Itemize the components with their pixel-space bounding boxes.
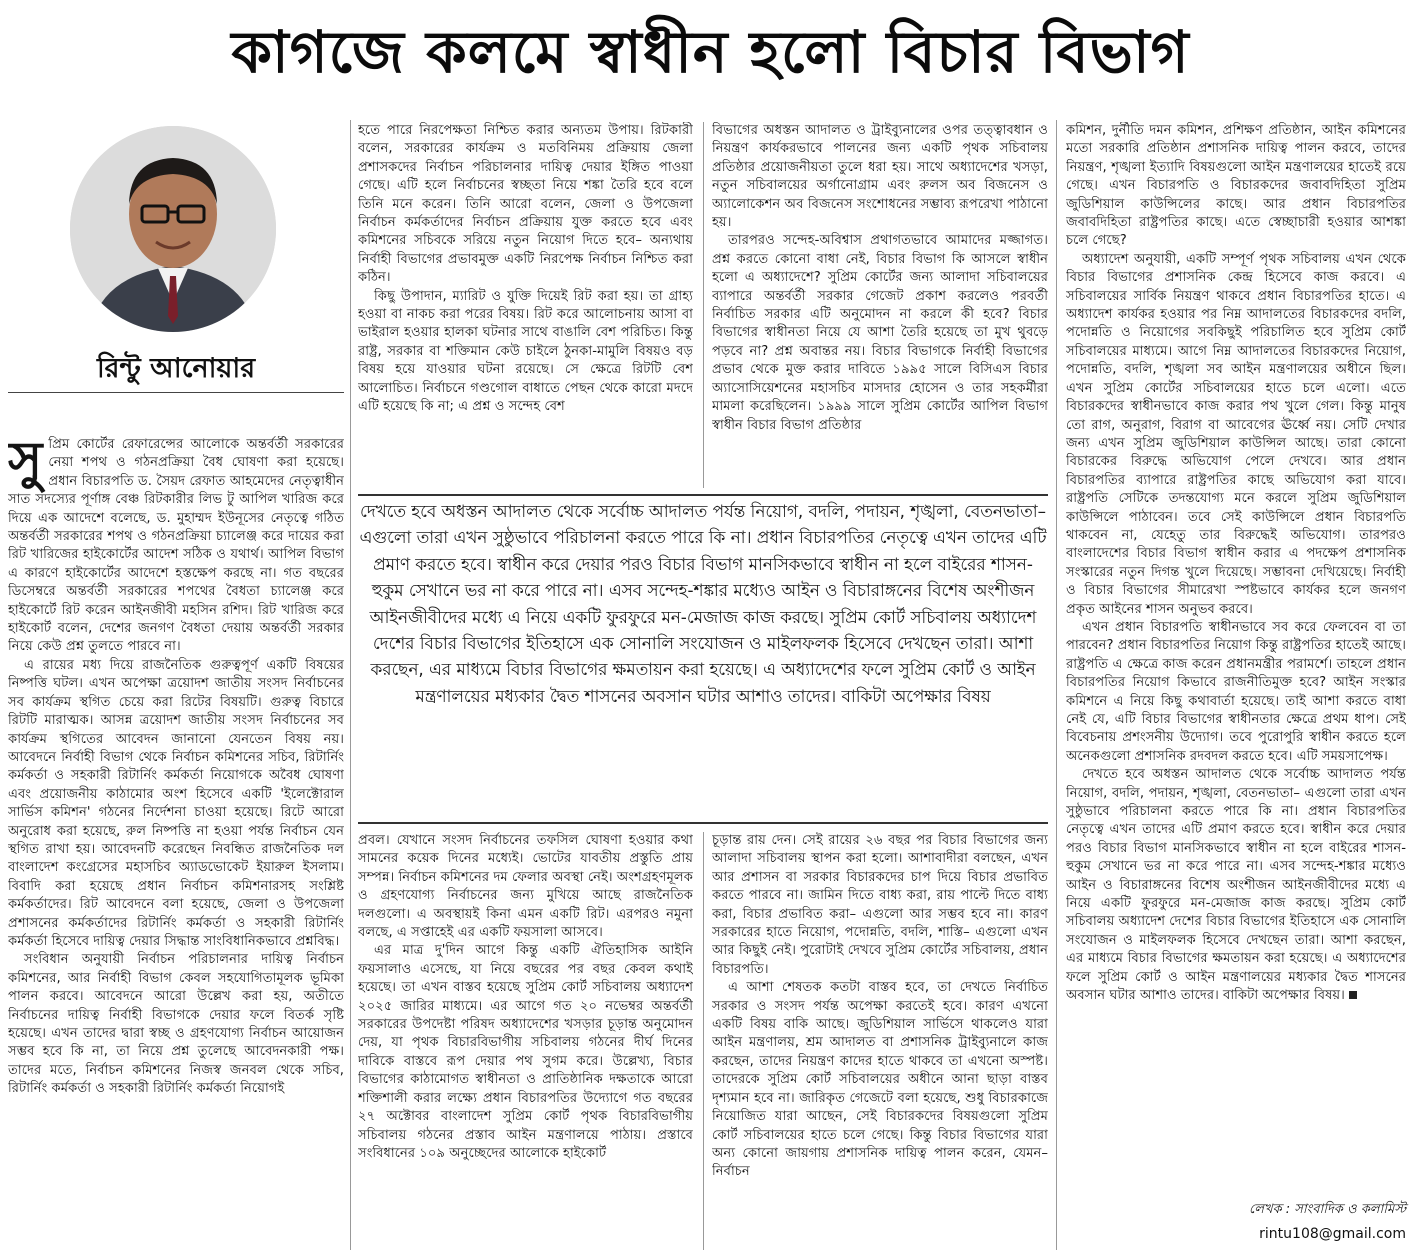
column-4 xyxy=(1066,122,1406,1196)
col2-bottom-paragraph-2: এর মাত্র দু'দিন আগে কিন্তু একটি ঐতিহাসিক আইনি ফয়সালাও এসেছে, যা নিয়ে বছরের পর বছর কেবল কথাই হয়েছে। তা এখন বাস্তব হয়েছে সুপ্রিম কোর্ট সচিবালয় অধ্যাদেশ ২০২৫ জারির মাধ্যমে। এর আগে গত ২০ নভেম্বর অন্তর্বর্তী সরকারের উপদেষ্টা পরিষদ অধ্যাদেশের খসড়ার চূড়ান্ত অনুমোদন দেয়, যা পৃথক বিচারবিভাগীয় সচিবালয় গঠনের দীর্ঘ দিনের দাবিকে বাস্তবে রূপ দেয়ার পথ সুগম করে। উল্লেখ্য, বিচার বিভাগের কাঠামোগত স্বাধীনতা ও প্রাতিষ্ঠানিক দক্ষতাকে আরো শক্তিশালী করার লক্ষ্যে প্রধান বিচারপতির উদ্যোগে গত বছরের ২৭ অক্টোবর বাংলাদেশ সুপ্রিম কোর্ট পৃথক বিচারবিভাগীয় সচিবালয় গঠনের প্রস্তাব আইন মন্ত্রণালয়ে পাঠায়। প্রস্তাবে সংবিধানের ১০৯ অনুচ্ছেদের আলোকে হাইকোর্ট xyxy=(358,943,693,1161)
col4-paragraph-3: এখন প্রধান বিচারপতি স্বাধীনভাবে সব করে ফেলবেন বা তা পারবেন? প্রধান বিচারপতির নিয়োগ কিন্তু রাষ্ট্রপতির হাতেই আছে। রাষ্ট্রপতি এ ক্ষেত্রে কাজ করেন প্রধানমন্ত্রীর পরামর্শে। তাহলে প্রধান বিচারপতির নিয়োগ কিভাবে রাজনীতিমুক্ত হবে? আইন সংস্কার কমিশনে এ নিয়ে কিছু কথাবার্তা হয়েছে। তাই আশা করতে বাধা নেই যে, এটি বিচার বিভাগের স্বাধীনতার ক্ষেত্রে প্রথম ধাপ। সেই বিবেচনায় প্রশংসনীয় উদ্যোগ। তবে পুরোপুরি স্বাধীন করতে হলে অনেকগুলো প্রশাসনিক রদবদল করতে হবে। এটি সময়সাপেক্ষ। xyxy=(1066,619,1406,764)
column-2-bottom xyxy=(358,832,693,1252)
dropcap: সু xyxy=(8,436,43,491)
author-name: রিন্টু আনোয়ার xyxy=(96,353,256,384)
pullquote-bottom-rule xyxy=(358,822,1048,824)
end-mark-icon xyxy=(1349,991,1357,999)
col2-top-paragraph-1: হতে পারে নিরপেক্ষতা নিশ্চিত করার অন্যতম উপায়। রিটকারী বলেন, সরকারের কার্যক্রম ও মতবিনিময় প্রক্রিয়ায় জেলা প্রশাসকদের নির্বাচন পরিচালনার দায়িত্ব দেয়ার ইঙ্গিত পাওয়া গেছে। এটি হলে নির্বাচনের স্বচ্ছতা নিয়ে শঙ্কা তৈরি হবে বলে তিনি মনে করেন। তিনি আরো বলেন, জেলা ও উপজেলা নির্বাচন কর্মকর্তাদের নির্বাচন প্রক্রিয়ায় যুক্ত করতে হবে এবং কমিশনের সচিবকে সরিয়ে নতুন নিয়োগ দিতে হবে– অন্যথায় নির্বাহী বিভাগের প্রভাবমুক্ত একটি নিরপেক্ষ নির্বাচন নিশ্চিত করা কঠিন। xyxy=(358,123,693,286)
col1-paragraph-3: সংবিধান অনুযায়ী নির্বাচন পরিচালনার দায়িত্ব নির্বাচন কমিশনের, আর নির্বাহী বিভাগ কেবল সহযোগিতামূলক ভূমিকা পালন করবে। আবেদনে আরো উল্লেখ করা হয়, অতীতে নির্বাচনের দায়িত্ব নির্বাহী বিভাগকে দেয়ার ফলে বিতর্ক সৃষ্টি হয়েছে। এখন তাদের দ্বারা স্বচ্ছ ও গ্রহণযোগ্য নির্বাচন আয়োজন সম্ভব হবে কি না, তা নিয়ে প্রশ্ন তুলেছে আবেদনকারী পক্ষ। তাদের মতে, নির্বাচন কমিশনের নিজস্ব জনবল থেকে সচিব, রিটার্নিং কর্মকর্তা ও সহকারী রিটার্নিং কর্মকর্তা নিয়োগই xyxy=(8,952,344,1097)
column-divider-2-top xyxy=(703,122,704,488)
column-3-top xyxy=(712,122,1048,490)
column-divider-3 xyxy=(1056,120,1057,1250)
col4-paragraph-1: কমিশন, দুর্নীতি দমন কমিশন, প্রশিক্ষণ প্রতিষ্ঠান, আইন কমিশনের মতো সরকারি প্রতিষ্ঠান প্রশাসনিক দায়িত্ব পালন করবে, তাদের নিয়ন্ত্রণ, শৃঙ্খলা ইত্যাদি বিষয়গুলো আইন মন্ত্রণালয়ের হাতেই রয়ে গেছে। এখন বিচারপতি ও বিচারকদের জবাবদিহিতা সুপ্রিম জুডিশিয়াল কাউন্সিলের কাছে। আর প্রধান বিচারপতির জবাবদিহিতা রাষ্ট্রপতির কাছে। এতে স্বেচ্ছাচারী হওয়ার আশঙ্কা চলে গেছে? xyxy=(1066,123,1406,249)
col2-top-paragraph-2: কিছু উপাদান, ম্যারিট ও যুক্তি দিয়েই রিট করা হয়। তা গ্রাহ্য হওয়া বা নাকচ করা পরের বিষয়। রিট করে আলোচনায় আসা বা ভাইরাল হওয়ার হালকা ঘটনার সাথে বাঙালি বেশ পরিচিত। কিন্তু রাষ্ট্র, সরকার বা শক্তিমান কেউ চাইলে ঠুনকা-মামুলি বিষয়ও বড় বিষয় হয়ে যাওয়ার ঘটনা রয়েছে। সে ক্ষেত্রে রিটটি বেশ আলোচিত। নির্বাচনে গণ্ডগোল বাধাতে পেছন থেকে কারো মদদে এটি হয়েছে কি না; এ প্রশ্ন ও সন্দেহ বেশ xyxy=(358,288,693,415)
author-email[interactable]: rintu108@gmail.com xyxy=(1259,1226,1406,1242)
column-3-bottom xyxy=(712,832,1048,1252)
col1-paragraph-2: এ রায়ের মধ্য দিয়ে রাজনৈতিক গুরুত্বপূর্ণ একটি বিষয়ের নিষ্পত্তি ঘটল। এখন অপেক্ষা ত্রয়োদশ জাতীয় সংসদ নির্বাচনের সব কার্যক্রম স্থগিত চেয়ে করা রিটের বিষয়টি। গুরুত্ব বিচারে রিটটি মারাত্মক। আসন্ন ত্রয়োদশ জাতীয় সংসদ নির্বাচনের সব কার্যক্রম স্থগিতের আবেদন জানানো যেনতেন বিষয় নয়। আবেদনে নির্বাহী বিভাগ থেকে নির্বাচন কমিশনের সচিব, রিটার্নিং কর্মকর্তা ও সহকারী রিটার্নিং কর্মকর্তা নিয়োগকে অবৈধ ঘোষণা এবং প্রয়োজনীয় কাঠামোর অংশ হিসেবে একটি 'ইলেক্টোরাল সার্ভিস কমিশন' গঠনের নির্দেশনা চাওয়া হয়েছে। রিটে আরো অনুরোধ করা হয়েছে, রুল নিষ্পত্তি না হওয়া পর্যন্ত নির্বাচন যেন স্থগিত রাখা হয়। আবেদনটি করেছেন নিবন্ধিত রাজনৈতিক দল বাংলাদেশ কংগ্রেসের মহাসচিব অ্যাডভোকেট ইয়ারুল ইসলাম। বিবাদি করা হয়েছে প্রধান নির্বাচন কমিশনারসহ সংশ্লিষ্ট কর্মকর্তাদের। রিট আবেদনে বলা হয়েছে, জেলা ও উপজেলা প্রশাসনের কর্মকর্তাদের রিটার্নিং কর্মকর্তা ও সহকারী রিটার্নিং কর্মকর্তা হিসেবে দায়িত্ব দেয়ার সিদ্ধান্ত সাংবিধানিকভাবে প্রশ্নবিদ্ধ। xyxy=(8,657,344,949)
col3-bottom-paragraph-2: এ আশা শেষতক কতটা বাস্তব হবে, তা দেখতে নির্বাচিত সরকার ও সংসদ পর্যন্ত অপেক্ষা করতেই হবে। কারণ এখনো একটি বিষয় বাকি আছে। জুডিশিয়াল সার্ভিসে থাকলেও যারা আইন মন্ত্রণালয়, শ্রম আদালত বা প্রশাসনিক ট্রাইব্যুনালে কাজ করছেন, তাদের নিয়ন্ত্রণ কাদের হাতে থাকবে তা এখনো অস্পষ্ট। তাদেরকে সুপ্রিম কোর্ট সচিবালয়ের অধীনে আনা ছাড়া বাস্তব দৃশ্যমান হবে না। জারিকৃত গেজেটে বলা হয়েছে, শুধু বিচারকাজে নিয়োজিত যারা আছেন, সেই বিচারকদের বিষয়গুলো সুপ্রিম কোর্ট সচিবালয়ের হাতে চলে গেছে। কিন্তু বিচার বিভাগের যারা অন্য কোনো জায়গায় প্রশাসনিক দায়িত্ব পালন করেন, যেমন– নির্বাচন xyxy=(712,980,1048,1180)
pullquote: দেখতে হবে অধস্তন আদালত থেকে সর্বোচ্চ আদালত পর্যন্ত নিয়োগ, বদলি, পদায়ন, শৃঙ্খলা, বেতনভাতা– এগুলো তারা এখন সুষ্ঠুভাবে পরিচালনা করতে পারে কি না। প্রধান বিচারপতির নেতৃত্বে এখন তাদের এটি প্রমাণ করতে হবে। স্বাধীন করে দেয়ার পরও বিচার বিভাগ মানসিকভাবে স্বাধীন না হলে বাইরের শাসন-হুকুম সেখানে ভর না করে পারে না। এসব সন্দেহ-শঙ্কার মধ্যেও আইন ও বিচারাঙ্গনের বিশেষ অংশীজন আইনজীবীদের মধ্যে এ নিয়ে একটি ফুরফুরে মন-মেজাজ কাজ করছে। সুপ্রিম কোর্ট সচিবালয় অধ্যাদেশ দেশের বিচার বিভাগের ইতিহাসে এক সোনালি সংযোজন ও মাইলফলক হিসেবে দেখছেন তারা। আশা করছেন, এর মাধ্যমে বিচার বিভাগের ক্ষমতায়ন করা হয়েছে। এ অধ্যাদেশের ফলে সুপ্রিম কোর্ট ও আইন মন্ত্রণালয়ের মধ্যকার দ্বৈত শাসনের অবসান ঘটার আশাও তাদের। বাকিটা অপেক্ষার বিষয় xyxy=(359,501,1047,706)
col3-top-paragraph-2: তারপরও সন্দেহ-অবিশ্বাস প্রথাগতভাবে আমাদের মজ্জাগত। প্রশ্ন করতে কোনো বাধা নেই, বিচার বিভাগ কি আসলে স্বাধীন হলো এ অধ্যাদেশে? সুপ্রিম কোর্টের জন্য আলাদা সচিবালয়ের ব্যাপারে অন্তর্বর্তী সরকার গেজেট প্রকাশ করলেও পরবর্তী নির্বাচিত সরকার এটি অনুমোদন না করলে কী হবে? বিচার বিভাগের স্বাধীনতা নিয়ে যে আশা তৈরি হয়েছে তা মুখ থুবড়ে পড়বে না? প্রশ্ন অবান্তর নয়। বিচার বিভাগকে নির্বাহী বিভাগের প্রভাব থেকে মুক্ত করার দাবিতে ১৯৯৫ সালে বিসিএস বিচার অ্যাসোসিয়েশনের মহাসচিব মাসদার হোসেন ও তার সহকর্মীরা মামলা করেছিলেন। ১৯৯৯ সালে সুপ্রিম কোর্টের আপিল বিভাগ স্বাধীন বিচার বিভাগ প্রতিষ্ঠার xyxy=(712,233,1048,433)
author-box xyxy=(8,120,344,398)
author-portrait-icon xyxy=(70,126,276,332)
col1-paragraph-1: সুপ্রিম কোর্টের রেফারেন্সের আলোকে অন্তর্বর্তী সরকারের নেয়া শপথ ও গঠনপ্রক্রিয়া বৈধ ঘোষণা করা হয়েছে। প্রধান বিচারপতি ড. সৈয়দ রেফাত আহমেদের নেতৃত্বাধীন সাত সদস্যের পূর্ণাঙ্গ বেঞ্চ রিটকারীর লিভ টু আপিল খারিজ করে দিয়ে এক আদেশে বলেছে, ড. মুহাম্মদ ইউনূসের নেতৃত্বে গঠিত অন্তর্বর্তী সরকারের শপথ ও গঠনপ্রক্রিয়া চ্যালেঞ্জ করে দায়ের করা রিট খারিজের হাইকোর্টের আদেশ সঠিক ও যথার্থ। আপিল বিভাগ এ কারণে হাইকোর্টের আদেশে হস্তক্ষেপ করছে না। গত বছরের ডিসেম্বরে অন্তর্বর্তী সরকারের শপথের বৈধতা চ্যালেঞ্জ করে হাইকোর্টে রিট করেন আইনজীবী মহসিন রশিদ। রিট খারিজ করে হাইকোর্ট বলেন, দেশের জনগণ বৈধতা দেয়ায় অন্তর্বর্তী সরকার নিয়ে কেউ প্রশ্ন তুলতে পারবে না। xyxy=(8,436,344,655)
col4-paragraph-2: অধ্যাদেশ অনুযায়ী, একটি সম্পূর্ণ পৃথক সচিবালয় এখন থেকে বিচার বিভাগের প্রশাসনিক কেন্দ্র হিসেবে কাজ করবে। এ সচিবালয়ের সার্বিক নিয়ন্ত্রণ থাকবে প্রধান বিচারপতির হাতে। এ অধ্যাদেশ কার্যকর হওয়ার পর নিম্ন আদালতের বিচারকদের বদলি, পদোন্নতি ও নিয়োগের সবকিছুই পরিচালিত হবে সুপ্রিম কোর্ট সচিবালয়ের মাধ্যমে। আগে নিম্ন আদালতের বিচারকদের নিয়োগ, পদোন্নতি, বদলি, শৃঙ্খলা সব আইন মন্ত্রণালয়ের অধীনে ছিল। এখন সুপ্রিম কোর্টের সচিবালয়ের হাতে চলে এলো। এতে বিচারকদের স্বাধীনভাবে কাজ করার পথ খুলে গেল। কিন্তু মানুষ তো রাগ, অনুরাগ, বিরাগ বা আবেগের ঊর্ধ্বে নয়। সেটি দেখার জন্য এখন সুপ্রিম জুডিশিয়াল কাউন্সিল আছে। তারা কোনো বিচারকের বিরুদ্ধে অভিযোগ পেলে দেখবে। আর প্রধান বিচারপতির ব্যাপারে রাষ্ট্রপতির কাছে অভিযোগ করা যাবে। রাষ্ট্রপতি সেটিকে তদন্তযোগ্য মনে করলে সুপ্রিম জুডিশিয়াল কাউন্সিলে পাঠাবেন। তবে সেই কাউন্সিলে প্রধান বিচারপতি থাকবেন না, যেহেতু তার বিরুদ্ধেই অভিযোগ। তারপরও বাংলাদেশের বিচার বিভাগ স্বাধীন করার এ পদক্ষেপ প্রশাসনিক সংস্কারের নতুন দিগন্ত খুলে দিয়েছে। সম্ভাবনা দেখিয়েছে। নির্বাহী ও বিচার বিভাগের সীমারেখা স্পষ্টভাবে কার্যকর হলে জনগণ প্রকৃত আইনের শাসন অনুভব করবে। xyxy=(1066,251,1406,617)
column-divider-1 xyxy=(350,120,351,1250)
column-1 xyxy=(8,436,344,1251)
pullquote-top-rule xyxy=(358,494,1048,496)
col4-paragraph-4: দেখতে হবে অধস্তন আদালত থেকে সর্বোচ্চ আদালত পর্যন্ত নিয়োগ, বদলি, পদায়ন, শৃঙ্খলা, বেতনভাতা– এগুলো তারা এখন সুষ্ঠুভাবে পরিচালনা করতে পারে কি না। প্রধান বিচারপতির নেতৃত্বে এখন তাদের এটি প্রমাণ করতে হবে। স্বাধীন করে দেয়ার পরও বিচার বিভাগ মানসিকভাবে স্বাধীন না হলে বাইরের শাসন-হুকুম সেখানে ভর না করে পারে না। এসব সন্দেহ-শঙ্কার মধ্যেও আইন ও বিচারাঙ্গনের বিশেষ অংশীজন আইনজীবীদের মধ্যে এ নিয়ে একটি ফুরফুরে মন-মেজাজ কাজ করছে। সুপ্রিম কোর্ট সচিবালয় অধ্যাদেশ দেশের বিচার বিভাগের ইতিহাসে এক সোনালি সংযোজন ও মাইলফলক হিসেবে দেখছেন তারা। আশা করছেন, এর মাধ্যমে বিচার বিভাগের ক্ষমতায়ন করা হয়েছে। এ অধ্যাদেশের ফলে সুপ্রিম কোর্ট ও আইন মন্ত্রণালয়ের মধ্যকার দ্বৈত শাসনের অবসান ঘটার আশাও তাদের। বাকিটা অপেক্ষার বিষয়। xyxy=(1066,767,1406,1004)
column-divider-2-bottom xyxy=(703,832,704,1250)
col2-bottom-paragraph-1: প্রবল। যেখানে সংসদ নির্বাচনের তফসিল ঘোষণা হওয়ার কথা সামনের কয়েক দিনের মধ্যেই। ভোটের যাবতীয় প্রস্তুতি প্রায় সম্পন্ন। নির্বাচন কমিশনের দম ফেলার অবস্থা নেই। অংশগ্রহণমূলক ও গ্রহণযোগ্য নির্বাচনের জন্য মুখিয়ে আছে রাজনৈতিক দলগুলো। এ অবস্থায়ই কিনা এমন একটি রিট। এরপরও নমুনা বলছে, এ সপ্তাহেই এর একটি ফয়সালা আসবে। xyxy=(358,833,693,941)
author-divider xyxy=(8,392,344,393)
col3-bottom-paragraph-1: চূড়ান্ত রায় দেন। সেই রায়ের ২৬ বছর পর বিচার বিভাগের জন্য আলাদা সচিবালয় স্থাপন করা হলো। আশাবাদীরা বলছেন, এখন আর প্রশাসন বা সরকার বিচারকদের চাপ দিয়ে বিচার প্রভাবিত করতে পারবে না। জামিন দিতে বাধ্য করা, রায় পাল্টে দিতে বাধ্য করা, বিচার প্রভাবিত করা– এগুলো আর সম্ভব হবে না। কারণ সরকারের হাতে নিয়োগ, পদোন্নতি, বদলি, শাস্তি– এগুলো এখন আর কিছুই নেই। পুরোটাই দেখবে সুপ্রিম কোর্টের সচিবালয়, প্রধান বিচারপতি। xyxy=(712,833,1048,977)
headline: কাগজে কলমে স্বাধীন হলো বিচার বিভাগ xyxy=(231,17,1190,86)
author-photo xyxy=(70,126,276,332)
byline: লেখক : সাংবাদিক ও কলামিস্ট xyxy=(1249,1202,1406,1217)
column-2-top xyxy=(358,122,693,490)
col3-top-paragraph-1: বিভাগের অধস্তন আদালত ও ট্রাইব্যুনালের ওপর তত্ত্বাবধান ও নিয়ন্ত্রণ কার্যকরভাবে পালনের জন্য একটি পৃথক সচিবালয় প্রতিষ্ঠার প্রয়োজনীয়তা তুলে ধরা হয়। সাথে অধ্যাদেশের খসড়া, নতুন সচিবালয়ের অর্গানোগ্রাম এবং রুলস অব বিজনেস ও অ্যালোকেশন অব বিজনেস সংশোধনের সম্ভাব্য রূপরেখা পাঠানো হয়। xyxy=(712,123,1048,231)
